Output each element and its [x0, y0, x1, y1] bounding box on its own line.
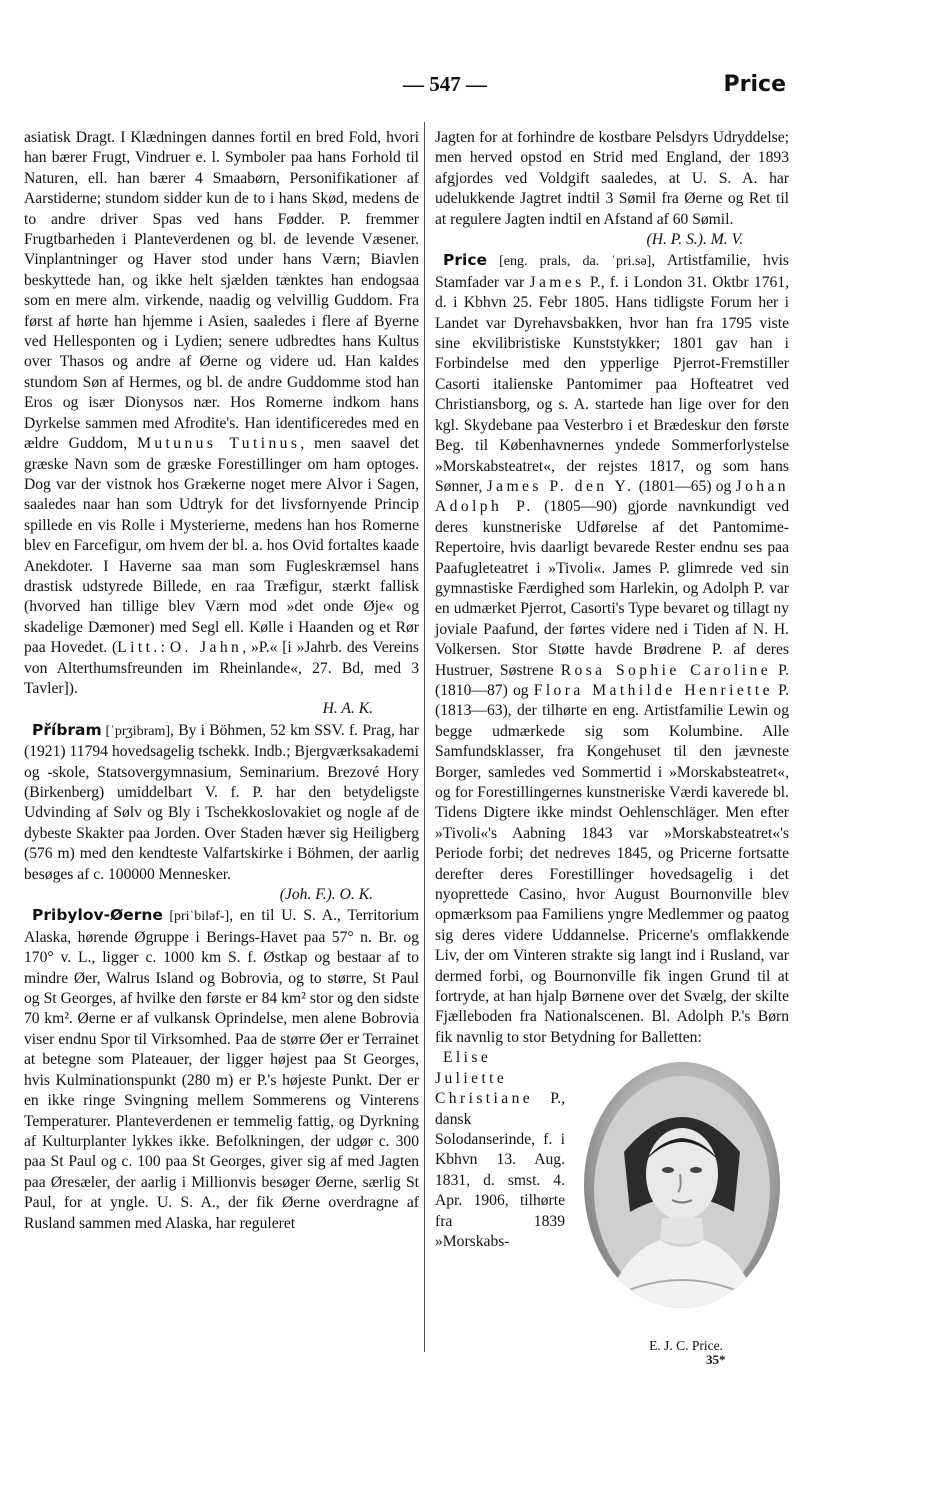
priapus-signature: H. A. K. [322, 700, 373, 718]
james-name: James [529, 273, 585, 291]
elise-name: Elise Juliette Christiane [435, 1049, 534, 1108]
pribylov-entry-continued: Jagten for at forhindre de kostbare Pelsdyrs Udryddelse; men herved opstod en Strid med England, der 1893 afgjordes ved Voldgift saaledes, at U. S. A. har udelukkende Jagtret indtil 3 Sømil fra Øerne og Ret til at regulere Jagten indtil en Afstand af 60 Sømil. [435, 129, 789, 228]
priapus-entry-continued: asiatisk Dragt. I Klædningen dannes fortil en bred Fold, hvori han bærer Frugt, Vindruer e. l. Symboler paa hans Forhold til Naturen, ell. han bærer 4 Smaabørn, Personifikationer af Aarstiderne; stundom sidder kun de to i hans Skød, medens de to andre driver Spas ved hans Fødder. P. fremmer Frugtbarheden i Planteverdenen og bl. de levende Væsener. Vinplantninger og Haver stod under hans Værn; Biavlen beskyttede han, og ikke helt sjælden tænktes han endogsaa som en mere alm. virkende, naadig og velvillig Guddom. Fra først af hørte han hjemme i Asien, saaledes i flere af Byerne ved Hellesponten og i Lydien; senere udbredtes hans Kultus over Thasos og andre af Øerne og videre ud. Han kaldes stundom Søn af Hermes, og bl. de andre Guddomme stod han Eros og især Dionysos nær. Hos Romerne indkom hans Dyrkelse sammen med Afrodite's. Han identificeredes med en ældre Guddom, Mutunus Tutinus, men saavel det græske Navn som de græske Forestillinger om ham optoges. Dog var der vistnok hos Grækerne noget mere Alvor i Sagen, saaledes naar han som Udtryk for det livsfornyende Princip spillede en vis Rolle i Mysterierne, medens han hos Romerne blev en Farcefigur, om hvem der bl. a. hos Ovid fortaltes kaade Anekdoter. I Haverne saa man som Fugleskræmsel hans drastisk udstyrede Billede, en raa Træfigur, stærkt fallisk (hvorved han tillige blev Værn mod »det onde Øje« og skadelige Dæmoner) med Segl ell. Kølle i Haanden og et Rør paa Hovedet. (Litt.: O. Jahn, »P.« [i »Jahrb. des Vereins von Alterthumsfreunden im Rheinlande«, 27. Bd, med 3 Tavler]). [24, 129, 419, 697]
page-number: — 547 — [403, 72, 487, 96]
price-pronunciation: [eng. prals, da. ˈpri.sə] [487, 254, 652, 270]
pribram-headword: Příbram [32, 720, 102, 739]
johan-adolph-name: Johan Adolph P. [435, 477, 789, 516]
flora-name: Flora Mathilde Henriette [533, 681, 773, 699]
left-column [24, 128, 419, 1234]
pribylov-headword: Pribylov-Øerne [32, 906, 163, 925]
portrait-illustration [584, 1062, 780, 1308]
price-entry: Price [eng. prals, da. ˈpri.sə], Artistfamilie, hvis Stamfader var James P., f. i London 31. Oktbr 1761, d. i Kbhvn 25. Febr 1805. Hans tidligste Forum her i Landet var Dyrehavsbakken, hvor han fra 1795 viste sine ekvilibristiske Kunststykker; 1801 gav han i Forbindelse med den ypperlige Pjerrot-Fremstiller Casorti italienske Pantomimer paa Hofteatret ved Christiansborg, og s. A. startede han lige over for den kgl. Skydebane paa Vesterbro i et Brædeskur den første Beg. til Københavnernes yndede Sommerforlystelse »Morskabsteatret«, der rejstes 1817, og som hans Sønner, James P. den Y. (1801—65) og Johan Adolph P. (1805—90) gjorde navnkundigt ved deres kunstneriske Udførelse af det Pantomime-Repertoire, hvis daarligt bevarede Rester endnu ses paa Paafugleteatret i »Tivoli«. James P. glimrede ved sin gymnastiske Færdighed som Harlekin, og Adolph P. var en udmærket Pjerrot, Casorti's Type bevaret og tillagt ny joviale Paafund, der førtes videre ned i Tiden af N. H. Volkersen. Stor Støtte havde Brødrene P. af deres Hustruer, Søstrene Rosa Sophie Caroline P. (1810—87) og Flora Mathilde Henriette P. (1813—63), der tilhørte en eng. Artistfamilie Lewin og begge udmærkede sig som Kolumbine. Alle Samfundsklasser, fra Kongehuset til den jævneste Borger, samledes ved Sommertid i »Morskabsteatret«, og for Forestillingernes kunstneriske Værdi kaverede bl. Tidens Digtere ikke mindst Oehlenschläger. Men efter »Tivoli«'s Aabning 1843 var »Morskabsteatret«'s Periode forbi; det nedreves 1845, og Pricerne fortsatte derefter deres Forestillinger hovedsagelig i det nyoprettede Casino, hvor August Bournonville blev opmærksom paa Familiens yngre Medlemmer og paatog sig deres videre Uddannelse. Pricerne's omflakkende Liv, der om Vinteren strakte sig langt ind i Rusland, var dermed forbi, og Bournonville fik ingen Grund til at fortryde, at han hjalp Børnene over det Svælg, der skilte Fjælleboden fra Nationalscenen. Bl. Adolph P.'s Børn fik navnlig to stor Betydning for Balletten: E. J. C. Price. [435, 250, 789, 1048]
jahn-name: O. Jahn [169, 639, 243, 657]
litt-label: Litt. [117, 639, 161, 657]
pribram-entry: Příbram [ˈpr̝ʒibram], By i Böhmen, 52 km SSV. f. Prag, har (1921) 11794 hovedsagelig tschekk. Indb.; Bjergværksakademi og -skole, Statsovergymnasium, Seminarium. Brezové Hory (Birkenberg) umiddelbart V. f. P. har den betydeligste Udvinding af Sølv og Bly i Tschekkoslovakiet og nogle af de dybeste Skakter paa Jorden. Over Staden hæver sig Heiligberg (576 m) med den kendteste Valfartskirke i Böhmen, der aarlig besøges af c. 100000 Mennesker. [24, 720, 419, 883]
column-divider [424, 122, 425, 1352]
rosa-name: Rosa Sophie Caroline [560, 661, 772, 679]
running-head: Price [723, 72, 786, 97]
portrait-caption: E. J. C. Price. [649, 1338, 723, 1354]
elise-entry: Elise Juliette Christiane P., dansk Solodanserinde, f. i Kbhvn 13. Aug. 1831, d. smst. 4. Apr. 1906, tilhørte fra 1839 »Morskabs- [435, 1049, 565, 1250]
pribram-signature: (Joh. F.). O. K. [279, 886, 373, 904]
page-header [0, 72, 928, 106]
portrait-figure [575, 1052, 789, 1498]
price-headword: Price [443, 251, 488, 270]
james-junior-name: James P. den Y. [486, 477, 635, 495]
pribylov-pronunciation: [priˈbiləf-] [162, 909, 230, 925]
right-column [435, 128, 789, 1500]
pribylov-signature: (H. P. S.). M. V. [646, 231, 743, 249]
mutunus-name: Mutunus Tutinus [137, 435, 301, 453]
pribram-pronunciation: [ˈpr̝ʒibram] [101, 723, 171, 739]
signature-mark: 35* [706, 1352, 726, 1367]
portrait-image [584, 1062, 780, 1308]
pribylov-entry: Pribylov-Øerne [priˈbiləf-], en til U. S. A., Territorium Alaska, hørende Øgruppe i Berings-Havet paa 57° n. Br. og 170° v. L., ligger c. 1000 km S. f. Østkap og bestaar af to mindre Øer, Walrus Island og Bobrovia, og to større, St Paul og St Georges, af hvilke den første er 84 km² stor og den sidste 70 km². Øerne er af vulkansk Oprindelse, men alene Bobrovia viser endnu Spor til Virksomhed. Paa de større Øer er Terrainet at betegne som Plateauer, der ligger højest paa St Georges, hvis Kulminationspunkt (280 m) er P.'s højeste Punkt. Der er en ikke ringe Svingning mellem Sommerens og Vinterens Temperaturer. Planteverdenen er temmelig fattig, og Dyrkning af Kulturplanter lykkes ikke. Befolkningen, der udgør c. 300 paa St Paul og c. 100 paa St Georges, giver sig af med Jagten paa Øresæler, der aarlig i Millionvis besøger Øerne, særlig St Paul, for at yngle. U. S. A., der fik Øerne overdragne af Rusland sammen med Alaska, har reguleret [24, 906, 419, 1232]
